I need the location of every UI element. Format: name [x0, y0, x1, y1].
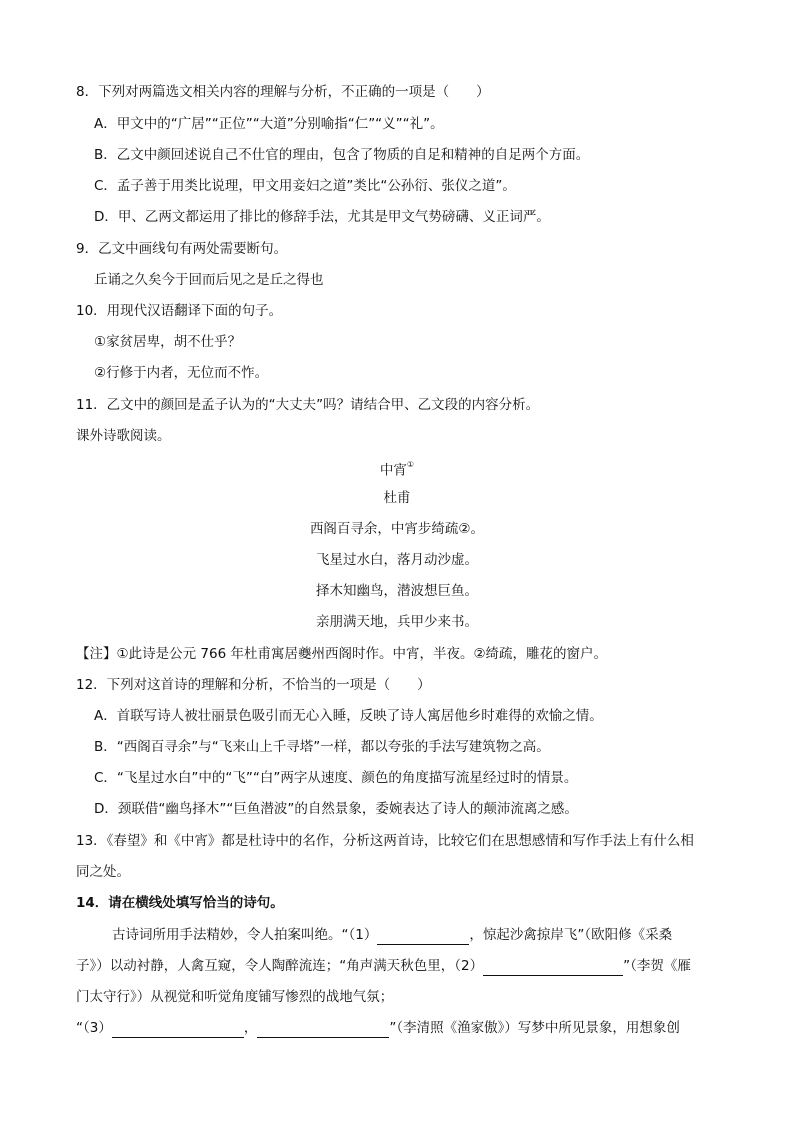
q9-stem: 9．乙文中画线句有两处需要断句。 [76, 241, 288, 257]
q14-text-2b: ”（李贺《雁 [623, 958, 691, 974]
q14-paragraph-line-3: 门太守行》）从视觉和听觉角度铺写惨烈的战地气氛； [76, 989, 394, 1005]
poem-line-4: 亲朋满天地，兵甲少来书。 [316, 614, 478, 630]
q10-stem: 10．用现代汉语翻译下面的句子。 [76, 303, 283, 319]
q12-option-d: D．颈联借“幽鸟择木”“巨鱼潜波”的自然景象，委婉表达了诗人的颠沛流离之感。 [94, 801, 578, 817]
q13-line-2: 同之处。 [76, 864, 130, 880]
q8-option-a: A．甲文中的“广居”“正位”“大道”分别喻指“仁”“义”“礼”。 [94, 116, 444, 132]
q13-line-1: 13．《春望》和《中宵》都是杜诗中的名作，分析这两首诗，比较它们在思想感情和写作手法上有什么相 [76, 833, 694, 849]
blank-3a[interactable] [112, 1021, 244, 1038]
q10-item-2: ②行修于内者，无位而不怍。 [94, 365, 269, 381]
poem-line-1: 西阁百寻余，中宵步绮疏②。 [309, 521, 485, 537]
section-heading: 课外诗歌阅读。 [76, 428, 171, 444]
q14-text-4a: “（3） [76, 1020, 112, 1036]
q14-text-1a: 古诗词所用手法精妙，令人拍案叫绝。“（1） [112, 927, 378, 943]
q14-paragraph-line-4 [76, 1018, 680, 1038]
poem-note: 【注】①此诗是公元 766 年杜甫寓居夔州西阁时作。中宵，半夜。②绮疏，雕花的窗户。 [76, 646, 608, 662]
q12-option-c: C．“飞星过水白”中的“飞”“白”两字从速度、颜色的角度描写流星经过时的情景。 [94, 770, 578, 786]
q8-option-c: C．孟子善于用类比说理，甲文用妾妇之道”类比“公孙衍、张仪之道”。 [94, 178, 516, 194]
q14-text-4b: ， [243, 1020, 258, 1036]
q10-item-1: ①家贫居卑，胡不仕乎？ [94, 334, 242, 350]
poem-title-text: 中宵 [379, 462, 407, 479]
blank-3b[interactable] [257, 1021, 389, 1038]
q11-stem: 11．乙文中的颜回是孟子认为的“大丈夫”吗？请结合甲、乙文段的内容分析。 [76, 397, 540, 413]
q12-stem: 12．下列对这首诗的理解和分析，不恰当的一项是（ ） [76, 677, 431, 693]
blank-1[interactable] [377, 928, 469, 945]
blank-2[interactable] [483, 959, 623, 976]
q8-stem: 8．下列对两篇选文相关内容的理解与分析，不正确的一项是（ ） [76, 84, 490, 100]
q14-text-1b: ，惊起沙禽掠岸飞”（欧阳修《采桑 [469, 927, 673, 943]
q12-option-b: B．“西阁百寻余”与“飞来山上千寻塔”一样，都以夸张的手法写建筑物之高。 [94, 739, 550, 755]
q8-option-d: D．甲、乙两文都运用了排比的修辞手法，尤其是甲文气势磅礴、义正词严。 [94, 209, 550, 225]
q14-text-2a: 子》）以动衬静，人禽互窥，令人陶醉流连；“角声满天秋色里，（2） [76, 958, 484, 974]
poem-line-3: 择木知幽鸟，潜波想巨鱼。 [316, 583, 478, 599]
q9-sentence: 丘诵之久矣今于回而后见之是丘之得也 [94, 272, 324, 288]
q14-stem: 14．请在横线处填写恰当的诗句。 [76, 895, 284, 911]
q8-option-b: B．乙文中颜回述说自己不仕官的理由，包含了物质的自足和精神的自足两个方面。 [94, 147, 590, 163]
poem-title [0, 457, 794, 481]
poem-title-note: ① [406, 460, 415, 469]
q14-text-4c: ”（李清照《渔家傲》）写梦中所见景象，用想象创 [389, 1020, 680, 1036]
poem-line-2: 飞星过水白，落月动沙虚。 [316, 552, 478, 568]
q14-paragraph-line-1 [112, 925, 672, 945]
poem-author: 杜甫 [383, 490, 411, 506]
q12-option-a: A．首联写诗人被壮丽景色吸引而无心入睡，反映了诗人寓居他乡时难得的欢愉之情。 [94, 708, 603, 724]
q14-paragraph-line-2 [76, 956, 691, 976]
